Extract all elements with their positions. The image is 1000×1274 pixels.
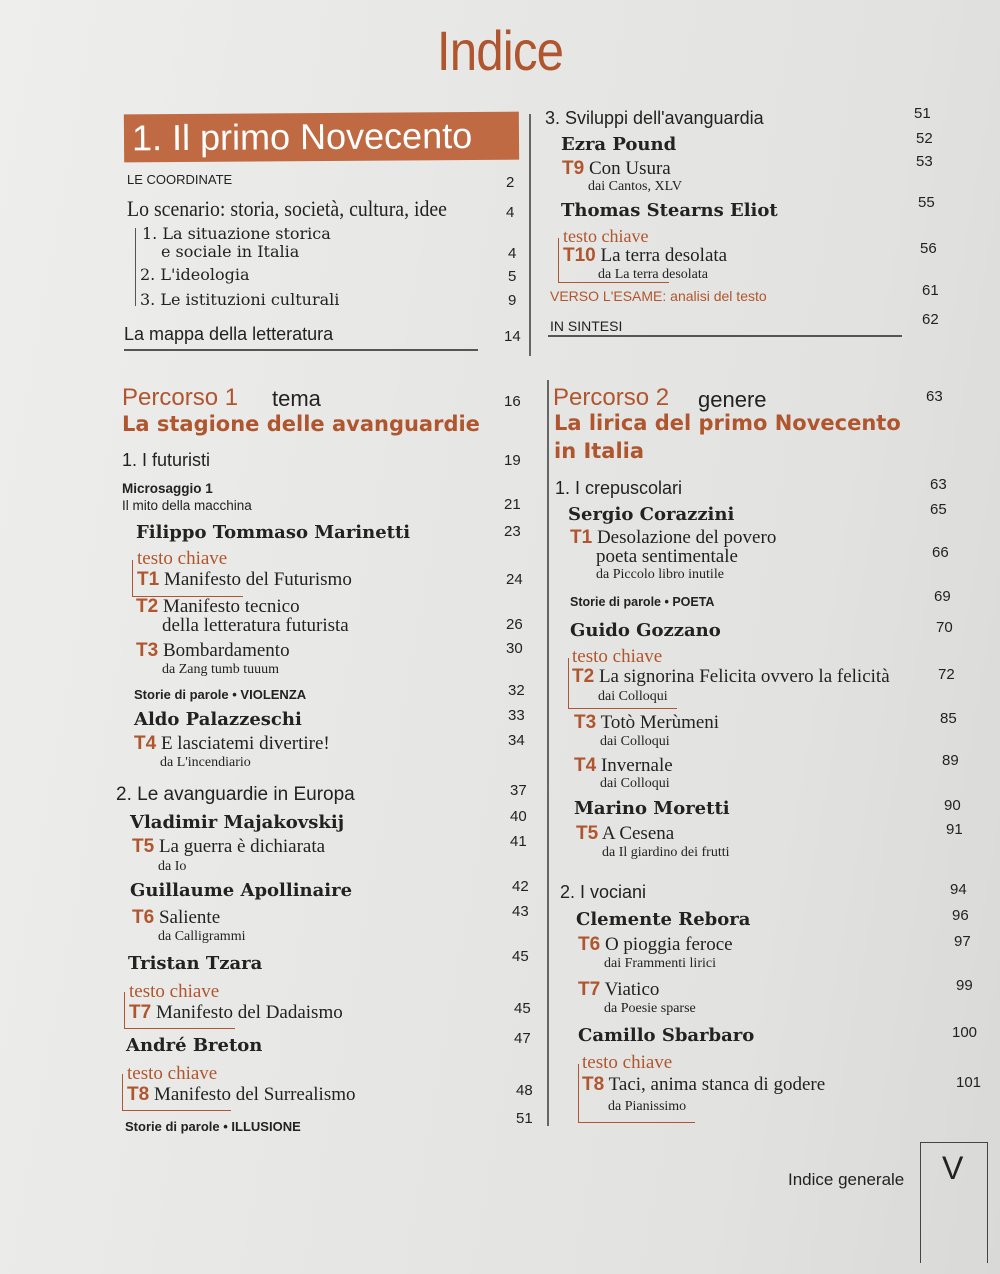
t5-src: da Io xyxy=(158,859,187,874)
key-text-1: testo chiave xyxy=(137,548,228,569)
author-corazzini: Sergio Corazzini xyxy=(568,504,735,525)
europa-label: 2. Le avanguardie in Europa xyxy=(116,784,355,805)
key-text-r3: testo chiave xyxy=(582,1052,673,1073)
page-title: Indice xyxy=(436,19,564,82)
percorso1-title: La stagione delle avanguardie xyxy=(122,412,480,436)
t1r-page: 66 xyxy=(932,544,949,561)
futuristi-page: 19 xyxy=(504,452,521,469)
microsaggio-page: 21 xyxy=(504,496,521,513)
author-tzara-page: 45 xyxy=(512,948,529,965)
author-rebora: Clemente Rebora xyxy=(576,909,751,930)
t3-label: Bombardamento xyxy=(162,640,290,661)
percorso2-title-line1: La lirica del primo Novecento xyxy=(554,411,901,435)
t3r-label: Totò Merùmeni xyxy=(600,712,720,733)
t8r-num: T8 xyxy=(582,1074,605,1095)
t3-page: 30 xyxy=(506,640,523,657)
t2r-src: dai Colloqui xyxy=(598,689,668,704)
key-text-2: testo chiave xyxy=(129,981,220,1002)
storie2-page: 51 xyxy=(516,1110,533,1127)
t10-src: da La terra desolata xyxy=(598,267,708,282)
storie2-label: Storie di parole xyxy=(125,1119,220,1134)
author-gozzano: Guido Gozzano xyxy=(570,620,721,641)
t7-page: 45 xyxy=(514,1000,531,1017)
author-breton: André Breton xyxy=(126,1035,263,1056)
author-palazzeschi: Aldo Palazzeschi xyxy=(134,709,302,730)
t4-num: T4 xyxy=(134,733,157,754)
sviluppi-label: 3. Sviluppi dell'avanguardia xyxy=(545,108,764,128)
author-breton-page: 47 xyxy=(514,1030,531,1047)
t1-label: Manifesto del Futurismo xyxy=(163,569,352,590)
author-pound: Ezra Pound xyxy=(561,134,677,155)
esame-label: VERSO L'ESAME: xyxy=(550,288,667,304)
mappa-rule xyxy=(124,349,478,351)
author-pound-page: 52 xyxy=(916,130,933,147)
author-apollinaire: Guillaume Apollinaire xyxy=(130,880,353,901)
t3-num: T3 xyxy=(136,640,159,661)
t1-num: T1 xyxy=(137,569,160,590)
page-number: V xyxy=(942,1150,964,1186)
storie-r-label: Storie di parole xyxy=(570,595,661,609)
t1-page: 24 xyxy=(506,571,523,588)
t5r-src: da Il giardino dei frutti xyxy=(602,845,730,860)
storie-r-word: POETA xyxy=(672,595,715,609)
percorso1-kind: tema xyxy=(272,386,321,411)
author-moretti-page: 90 xyxy=(944,797,961,814)
t8r-src: da Pianissimo xyxy=(608,1099,687,1114)
t7-label: Manifesto del Dadaismo xyxy=(155,1002,343,1023)
author-corazzini-page: 65 xyxy=(930,501,947,518)
t8-num: T8 xyxy=(127,1084,150,1105)
author-sbarbaro: Camillo Sbarbaro xyxy=(578,1025,755,1046)
esame-page: 61 xyxy=(922,282,939,299)
futuristi-label: 1. I futuristi xyxy=(122,450,211,470)
t2-num: T2 xyxy=(136,596,159,617)
t1r-label2: poeta sentimentale xyxy=(596,546,738,567)
t5-label: La guerra è dichiarata xyxy=(158,836,326,857)
t7-num: T7 xyxy=(129,1002,152,1023)
author-eliot: Thomas Stearns Eliot xyxy=(561,200,778,221)
t5r-num: T5 xyxy=(576,823,599,844)
author-eliot-page: 55 xyxy=(918,194,935,211)
t6r-src: dai Frammenti lirici xyxy=(604,956,716,971)
t7r-num: T7 xyxy=(578,979,601,1000)
t4-page: 34 xyxy=(508,732,525,749)
t10-num: T10 xyxy=(563,245,596,266)
footer-label: Indice generale xyxy=(788,1170,905,1189)
t8r-label: Taci, anima stanca di godere xyxy=(608,1074,826,1095)
column-divider-top xyxy=(529,114,531,356)
t8-label: Manifesto del Surrealismo xyxy=(153,1084,356,1105)
t1r-label: Desolazione del povero xyxy=(596,527,777,548)
t7r-page: 99 xyxy=(956,977,973,994)
mappa-page: 14 xyxy=(504,328,521,345)
t2-label2: della letteratura futurista xyxy=(162,615,349,636)
scenario-item-1-page: 4 xyxy=(508,245,517,262)
t8r-page: 101 xyxy=(956,1074,982,1091)
t2-label: Manifesto tecnico xyxy=(162,596,300,617)
percorso2-page: 63 xyxy=(926,388,943,405)
t2r-num: T2 xyxy=(572,666,595,687)
t6r-num: T6 xyxy=(578,934,601,955)
t4r-page: 89 xyxy=(942,752,959,769)
sintesi-label: IN SINTESI xyxy=(550,318,623,334)
t5-page: 41 xyxy=(510,833,527,850)
t9-page: 53 xyxy=(916,153,933,170)
vociani-label: 2. I vociani xyxy=(560,882,647,902)
unit-heading: 1. Il primo Novecento xyxy=(124,112,519,163)
scenario-item-1b: e sociale in Italia xyxy=(161,242,300,261)
t1r-num: T1 xyxy=(570,527,593,548)
t1r-src: da Piccolo libro inutile xyxy=(596,567,724,582)
author-majakovskij: Vladimir Majakovskij xyxy=(130,812,345,833)
author-palazzeschi-page: 33 xyxy=(508,707,525,724)
author-sbarbaro-page: 100 xyxy=(952,1024,978,1041)
t4r-src: dai Colloqui xyxy=(600,776,670,791)
vociani-page: 94 xyxy=(950,881,967,898)
t9-src: dai Cantos, XLV xyxy=(588,179,682,194)
t3r-src: dai Colloqui xyxy=(600,734,670,749)
storie2-word: ILLUSIONE xyxy=(231,1119,301,1134)
sviluppi-page: 51 xyxy=(914,105,931,122)
t8-page: 48 xyxy=(516,1082,533,1099)
storie1-label: Storie di parole xyxy=(134,687,229,702)
esame-sub: analisi del testo xyxy=(670,288,767,304)
t2-page: 26 xyxy=(506,616,523,633)
t6-num: T6 xyxy=(132,907,155,928)
scenario-item-3-page: 9 xyxy=(508,292,517,309)
mappa-label: La mappa della letteratura xyxy=(124,324,334,344)
t3r-page: 85 xyxy=(940,710,957,727)
t5r-label: A Cesena xyxy=(601,823,675,844)
t6-src: da Calligrammi xyxy=(158,929,246,944)
t5r-page: 91 xyxy=(946,821,963,838)
percorso2-kind: genere xyxy=(698,387,767,412)
t6r-page: 97 xyxy=(954,933,971,950)
scenario-item-2-page: 5 xyxy=(508,268,517,285)
scenario-bracket xyxy=(135,228,138,306)
sintesi-page: 62 xyxy=(922,311,939,328)
scenario-item-3: 3. Le istituzioni culturali xyxy=(140,290,340,309)
t3r-num: T3 xyxy=(574,712,597,733)
storie-r-page: 69 xyxy=(934,588,951,605)
crepuscolari-page: 63 xyxy=(930,476,947,493)
t9-label: Con Usura xyxy=(588,158,671,179)
percorso2-title-line2: in Italia xyxy=(554,439,645,463)
t10-page: 56 xyxy=(920,240,937,257)
author-marinetti-page: 23 xyxy=(504,523,521,540)
coordinate-label: LE COORDINATE xyxy=(127,172,233,187)
scenario-label: Lo scenario: storia, società, cultura, idee xyxy=(127,196,447,221)
microsaggio-label: Microsaggio 1 xyxy=(122,481,213,496)
t9-num: T9 xyxy=(562,158,585,179)
t4r-label: Invernale xyxy=(600,755,673,776)
t7r-src: da Poesie sparse xyxy=(604,1001,696,1016)
coordinate-page: 2 xyxy=(506,174,515,191)
t4r-num: T4 xyxy=(574,755,597,776)
t6-page: 43 xyxy=(512,903,529,920)
percorso2-label: Percorso 2 xyxy=(553,384,670,411)
t3-src: da Zang tumb tuuum xyxy=(162,662,280,677)
storie1-page: 32 xyxy=(508,682,525,699)
author-tzara: Tristan Tzara xyxy=(128,953,263,974)
t6r-label: O pioggia feroce xyxy=(604,934,733,955)
author-moretti: Marino Moretti xyxy=(574,798,730,819)
column-divider-bottom xyxy=(547,380,549,1126)
t5-num: T5 xyxy=(132,836,155,857)
author-majakovskij-page: 40 xyxy=(510,808,527,825)
percorso1-page: 16 xyxy=(504,393,521,410)
key-text-r1: testo chiave xyxy=(563,226,649,246)
t2r-page: 72 xyxy=(938,666,955,683)
scenario-item-1a: 1. La situazione storica xyxy=(142,224,331,243)
sintesi-rule xyxy=(548,335,902,337)
t2r-label: La signorina Felicita ovvero la felicità xyxy=(598,666,890,687)
europa-page: 37 xyxy=(510,782,527,799)
crepuscolari-label: 1. I crepuscolari xyxy=(555,478,683,498)
scenario-page: 4 xyxy=(506,204,515,221)
percorso1-label: Percorso 1 xyxy=(122,384,239,411)
author-gozzano-page: 70 xyxy=(936,619,953,636)
scenario-item-2: 2. L'ideologia xyxy=(140,265,250,284)
t10-label: La terra desolata xyxy=(600,245,728,266)
t4-src: da L'incendiario xyxy=(160,755,251,770)
author-apollinaire-page: 42 xyxy=(512,878,529,895)
microsaggio-sub: Il mito della macchina xyxy=(122,498,252,513)
book-page: Indice 1. Il primo Novecento LE COORDINATE 2 Lo scenario: storia, società, cultura, idee 4 1. La situazione storica e sociale in Italia 4 2. L'ideologia 5 3. Le istituzioni culturali 9 La mappa della letteratura 14 Percorso 1 tema 16 La stagione delle avanguardie 1. I futuristi 19 Microsaggio 1 Il mito della macchina 21 Filippo Tommaso Marinetti 23 testo chiave T1 Manifesto del Futurismo 24 T2 Manifesto tecnico della letteratura futurista 26 T3 Bombardamento 30 da Zang tumb tuuum Storie di parole • VIOLENZA 32 Aldo Palazzeschi 33 T4 E lasciatemi divertire! 34 da L'incendiario 2. Le avanguardie in Europa 37 Vladimir Majakovskij 40 T5 La guerra è dichiarata 41 da Io Guillaume Apollinaire 42 T6 Saliente 43 da Calligrammi Tristan Tzara 45 testo chiave T7 Manifesto del Dadaismo 45 André Breton 47 testo chiave T8 Manifesto del Surrealismo 48 Storie di parole • ILLUSIONE 51 3. Sviluppi dell'avanguardia 51 Ezra Pound 52 T9 Con Usura 53 dai Cantos, XLV Thomas Stearns Eliot 55 testo chiave T10 La terra desolata 56 da La terra desolata VERSO L'ESAME: analisi del testo 61 IN SINTESI 62 Percorso 2 genere 63 La lirica del primo Novecento in Italia 1. I crepuscolari 63 Sergio Corazzini 65 T1 Desolazione del povero poeta sentimentale 66 da Piccolo libro inutile Storie di parole • POETA 69 Guido Gozzano 70 testo chiave T2 La signorina Felicita ovvero la felicità 72 dai Colloqui T3 Totò Merùmeni 85 dai Colloqui T4 Invernale 89 dai Colloqui Marino Moretti 90 T5 A Cesena 91 da Il giardino dei frutti 2. I vociani 94 Clemente Rebora 96 T6 O pioggia feroce 97 dai Frammenti lirici T7 Viatico 99 da Poesie sparse Camillo Sbarbaro 100 testo chiave T8 Taci, anima stanca di godere 101 da Pianissimo Indice generale V xyxy=(0,0,1000,1274)
t7r-label: Viatico xyxy=(604,979,660,1000)
author-marinetti: Filippo Tommaso Marinetti xyxy=(136,522,411,543)
key-text-3: testo chiave xyxy=(127,1063,218,1084)
t4-label: E lasciatemi divertire! xyxy=(160,733,330,754)
author-rebora-page: 96 xyxy=(952,907,969,924)
t6-label: Saliente xyxy=(158,907,221,928)
key-text-r2: testo chiave xyxy=(572,646,663,667)
storie1-word: VIOLENZA xyxy=(240,687,307,702)
